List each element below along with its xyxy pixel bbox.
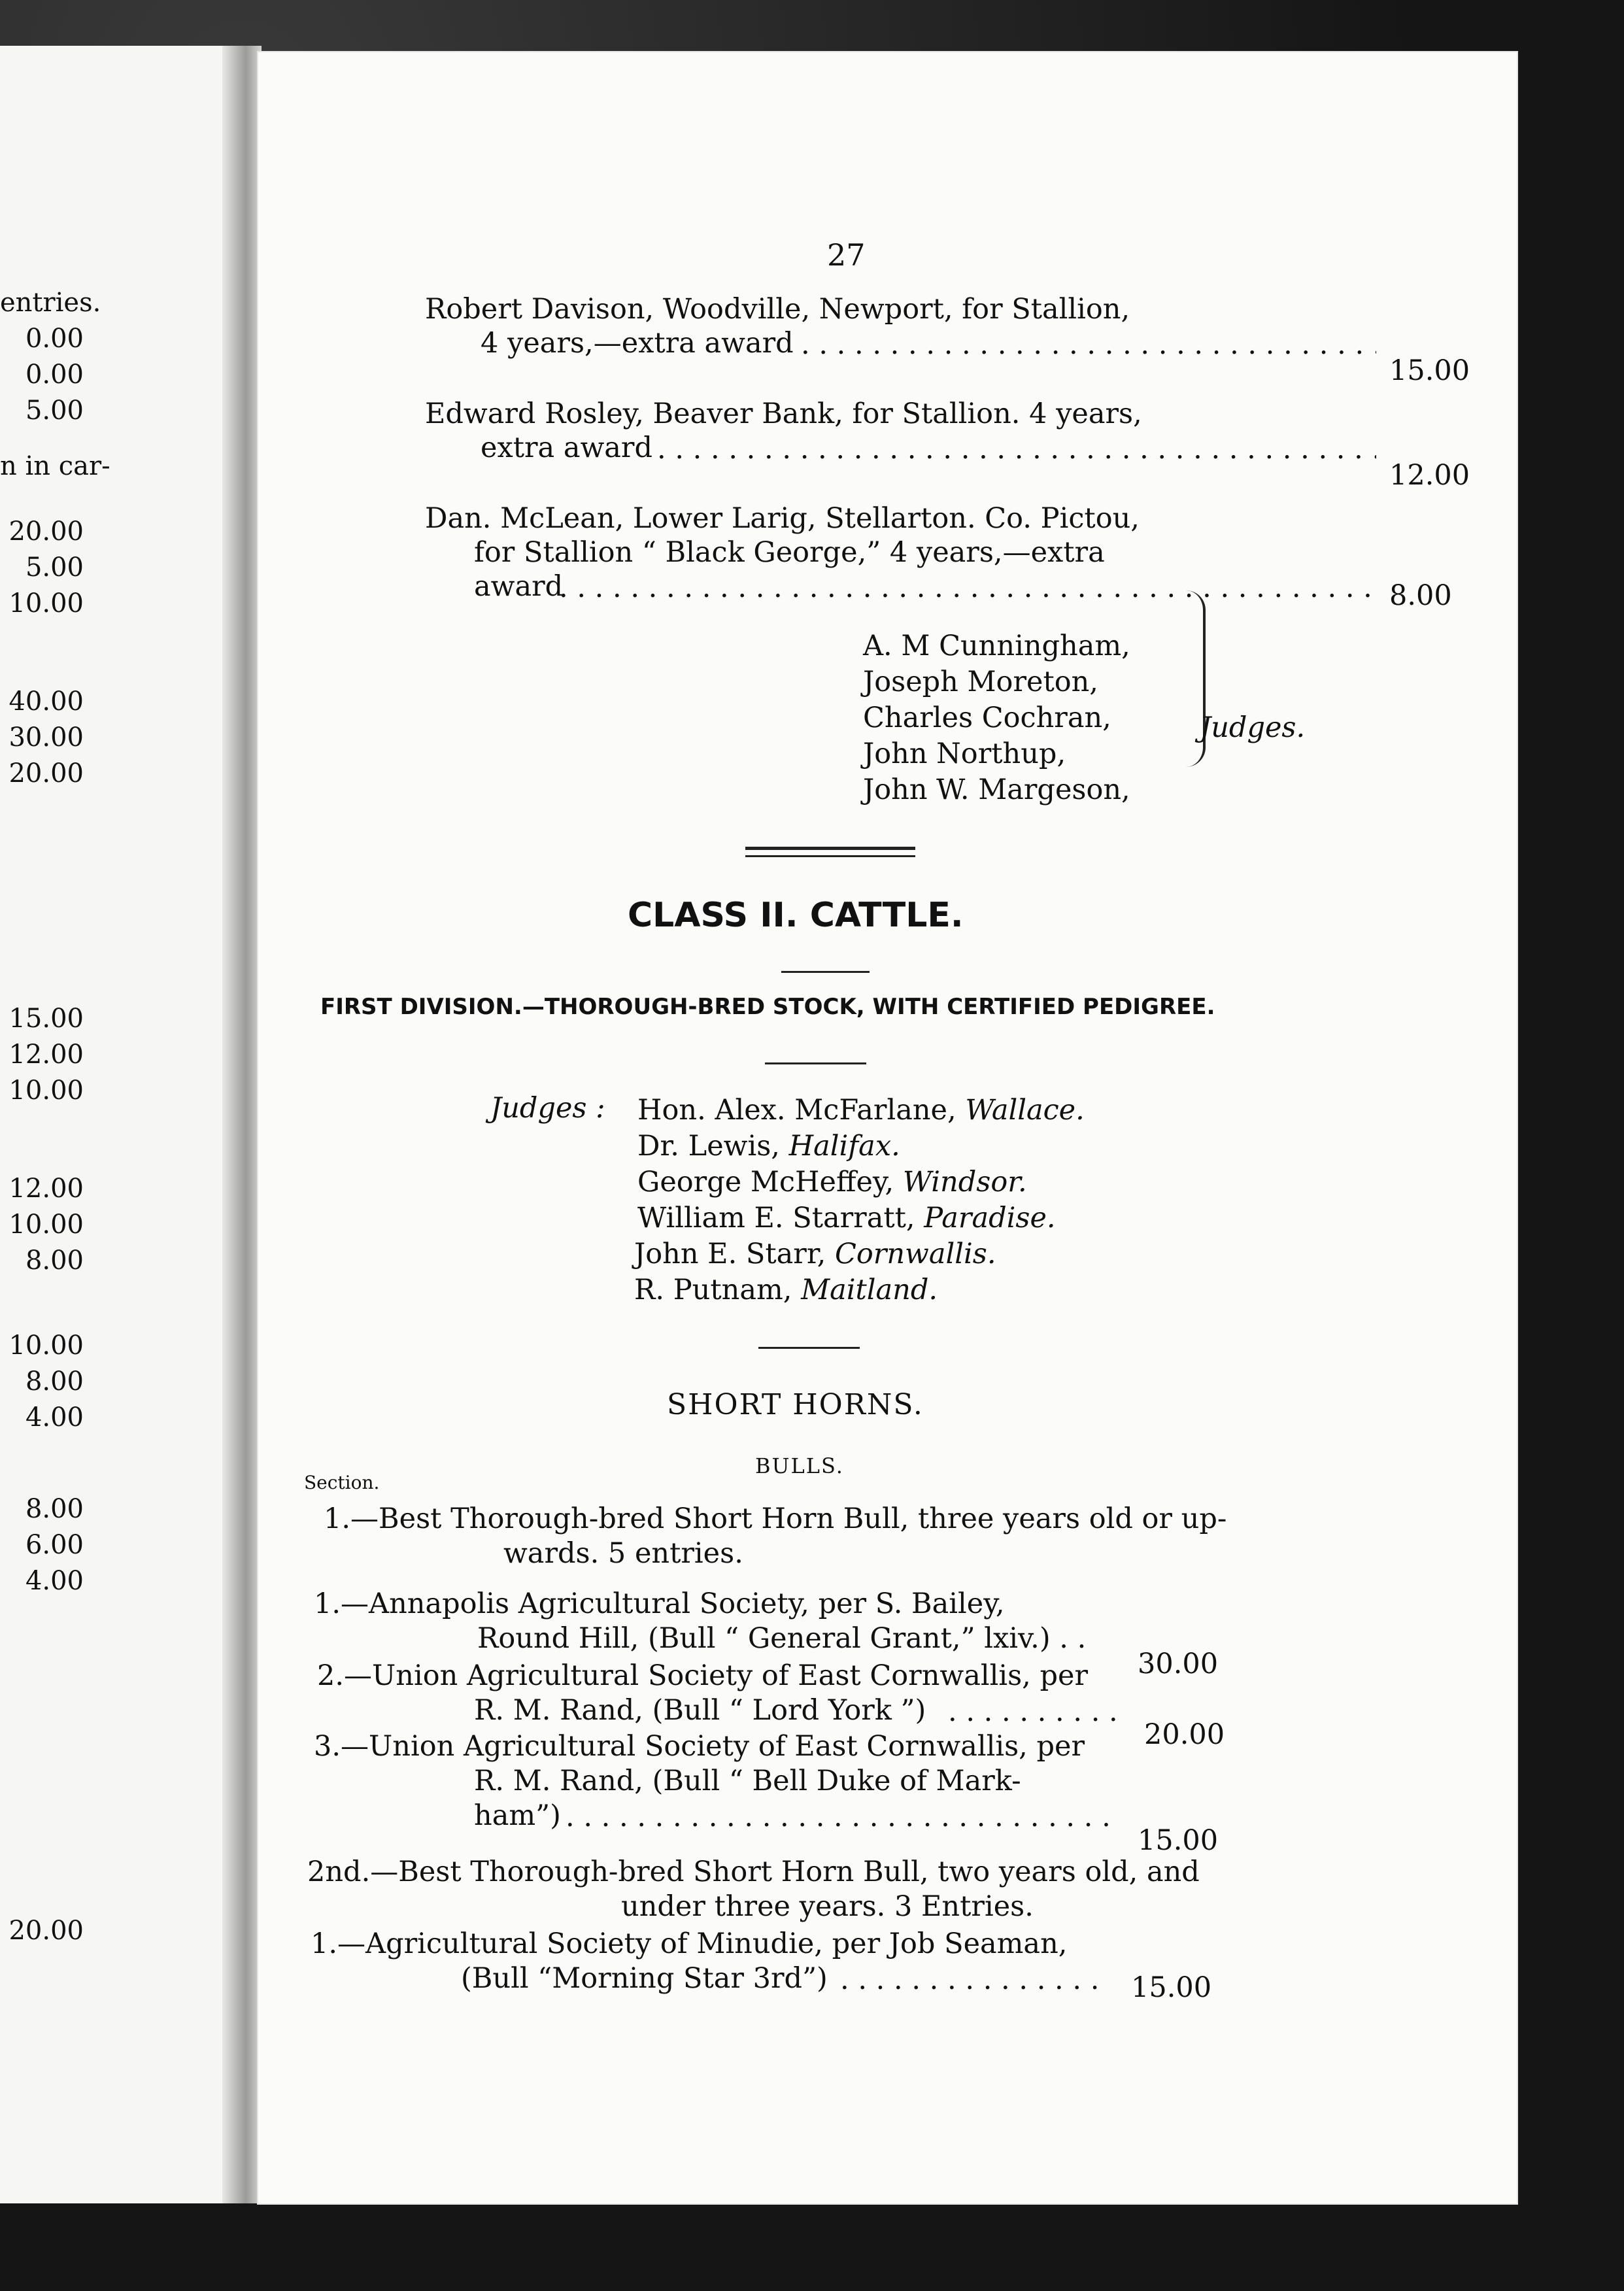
- judge-name: Charles Cochran,: [863, 702, 1111, 734]
- leader-dots: [801, 328, 1376, 361]
- left-page-fragment: 12.00: [8, 1174, 84, 1204]
- judges-label: Judges.: [1200, 711, 1306, 744]
- left-page-fragment: 10.00: [8, 1076, 84, 1106]
- award-line: 4 years,—extra award: [481, 327, 794, 360]
- cattle-judge: John E. Starr, Cornwallis.: [634, 1238, 996, 1270]
- prize-amount: 30.00: [1138, 1648, 1219, 1680]
- prize-line: (Bull “Morning Star 3rd”): [461, 1962, 828, 1995]
- left-page-fragment: 20.00: [8, 758, 84, 789]
- section-label: Section.: [304, 1472, 380, 1493]
- award-amount: 8.00: [1389, 579, 1452, 612]
- breed-heading: SHORT HORNS.: [667, 1388, 924, 1421]
- award-amount: 15.00: [1389, 354, 1470, 387]
- cattle-judge: George McHeffey, Windsor.: [637, 1166, 1027, 1198]
- leader-dots: [566, 1801, 1108, 1833]
- leader-dots: [948, 1695, 1125, 1728]
- award-line: for Stallion “ Black George,” 4 years,—extra: [474, 536, 1105, 569]
- award-line: Dan. McLean, Lower Larig, Stellarton. Co. Pictou,: [425, 502, 1140, 535]
- section-rule: [758, 1347, 860, 1349]
- left-page-fragment: 10.00: [8, 588, 84, 619]
- leader-dots: [840, 1963, 1108, 1996]
- division-heading: FIRST DIVISION.—THOROUGH-BRED STOCK, WITH CERTIFIED PEDIGREE.: [320, 994, 1215, 1020]
- left-page-fragment: 10.00: [8, 1210, 84, 1240]
- judges-label: Judges :: [490, 1092, 605, 1125]
- left-page-fragment: 5.00: [25, 552, 84, 583]
- left-page-fragment: 8.00: [25, 1246, 84, 1276]
- award-amount: 12.00: [1389, 459, 1470, 492]
- left-page-fragment: 12.00: [8, 1040, 84, 1070]
- left-page-fragment: entries.: [0, 288, 101, 318]
- section-rule: [745, 847, 915, 850]
- cattle-judge: Dr. Lewis, Halifax.: [637, 1130, 900, 1162]
- left-page-fragment: 0.00: [25, 324, 84, 354]
- prize-amount: 15.00: [1131, 1971, 1212, 2004]
- award-line: Edward Rosley, Beaver Bank, for Stallion. 4 years,: [425, 398, 1142, 430]
- cattle-judge: Hon. Alex. McFarlane, Wallace.: [637, 1094, 1085, 1127]
- section-title: 1.—Best Thorough-bred Short Horn Bull, three years old or up-: [324, 1502, 1227, 1535]
- prize-amount: 20.00: [1144, 1718, 1225, 1751]
- section-title: wards. 5 entries.: [503, 1537, 743, 1570]
- prize-amount: 15.00: [1138, 1824, 1219, 1857]
- left-page-fragment: 10.00: [8, 1331, 84, 1361]
- subheading: BULLS.: [755, 1453, 844, 1478]
- section-rule: [765, 1062, 866, 1064]
- left-page-fragment: 4.00: [25, 1566, 84, 1596]
- left-page-fragment: 8.00: [25, 1494, 84, 1524]
- judge-name: John W. Margeson,: [863, 773, 1130, 806]
- section-rule: [745, 855, 915, 857]
- class-heading: CLASS II. CATTLE.: [628, 896, 964, 935]
- left-page-fragment: n in car-: [0, 451, 110, 481]
- leader-dots: [559, 571, 1376, 604]
- left-page: [0, 46, 235, 2203]
- prize-line: Round Hill, (Bull “ General Grant,” lxiv.) . .: [477, 1622, 1087, 1655]
- left-page-fragment: 15.00: [8, 1004, 84, 1034]
- prize-line: 2.—Union Agricultural Society of East Cornwallis, per: [317, 1659, 1089, 1692]
- book-gutter: [222, 46, 262, 2203]
- left-page-fragment: 20.00: [8, 517, 84, 547]
- section-title: under three years. 3 Entries.: [621, 1890, 1034, 1923]
- left-page-fragment: 0.00: [25, 360, 84, 390]
- judge-name: Joseph Moreton,: [863, 666, 1098, 698]
- prize-line: 1.—Agricultural Society of Minudie, per Job Seaman,: [311, 1927, 1068, 1960]
- left-page-fragment: 40.00: [8, 687, 84, 717]
- page-number: 27: [827, 237, 866, 273]
- prize-line: 3.—Union Agricultural Society of East Cornwallis, per: [314, 1730, 1085, 1763]
- main-page: [258, 52, 1517, 2203]
- left-page-fragment: 4.00: [25, 1402, 84, 1433]
- left-page-fragment: 6.00: [25, 1530, 84, 1560]
- leader-dots: [657, 433, 1376, 466]
- cattle-judge: William E. Starratt, Paradise.: [637, 1202, 1056, 1234]
- cattle-judge: R. Putnam, Maitland.: [634, 1274, 938, 1306]
- section-rule: [781, 971, 870, 973]
- judge-name: A. M Cunningham,: [863, 630, 1130, 662]
- left-page-fragment: 20.00: [8, 1916, 84, 1946]
- award-line: award: [474, 570, 564, 603]
- left-page-fragment: 8.00: [25, 1366, 84, 1397]
- left-page-fragment: 5.00: [25, 396, 84, 426]
- award-line: extra award: [481, 432, 652, 464]
- section-title: 2nd.—Best Thorough-bred Short Horn Bull, two years old, and: [307, 1856, 1200, 1888]
- award-line: Robert Davison, Woodville, Newport, for Stallion,: [425, 293, 1130, 326]
- prize-line: R. M. Rand, (Bull “ Lord York ”): [474, 1694, 926, 1727]
- prize-line: ham”): [474, 1799, 561, 1832]
- judge-name: John Northup,: [863, 738, 1066, 770]
- prize-line: R. M. Rand, (Bull “ Bell Duke of Mark-: [474, 1765, 1021, 1797]
- prize-line: 1.—Annapolis Agricultural Society, per S. Bailey,: [314, 1587, 1005, 1620]
- left-page-fragment: 30.00: [8, 722, 84, 753]
